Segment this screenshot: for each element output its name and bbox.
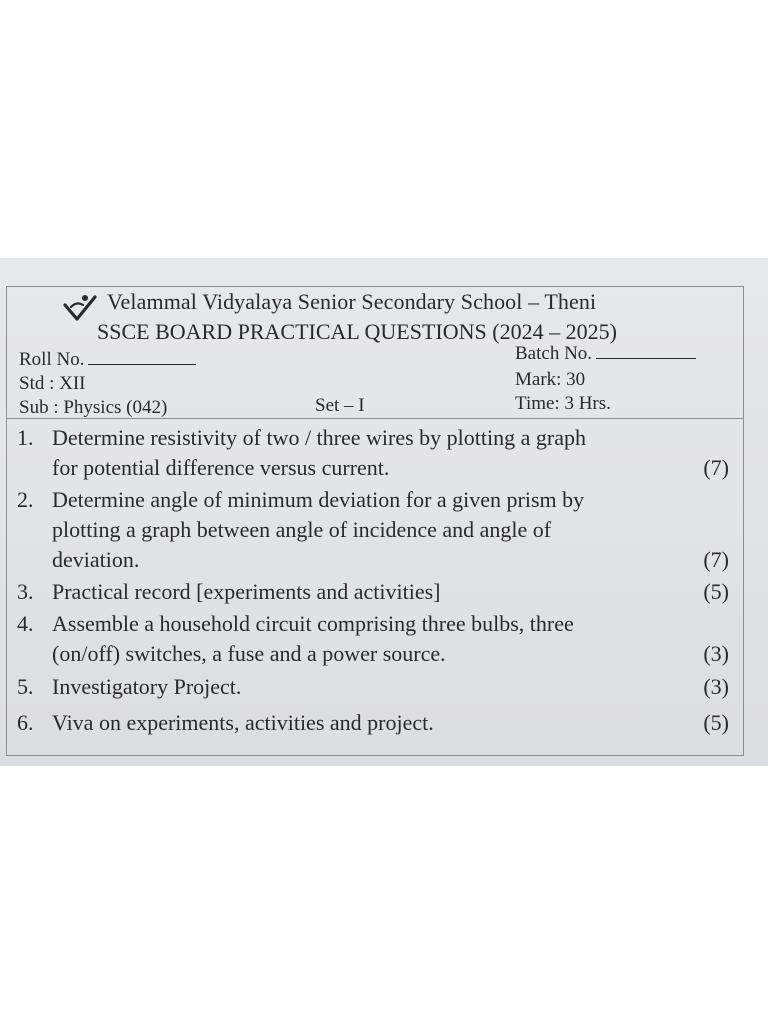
question-paper xyxy=(6,286,744,756)
question-text: (on/off) switches, a fuse and a power source. xyxy=(52,641,446,666)
question-text: plotting a graph between angle of incidence and angle of xyxy=(52,517,552,542)
question-marks: (7) xyxy=(703,455,729,480)
question-text: Determine resistivity of two / three wires by plotting a graph xyxy=(52,425,586,450)
question-number: 5. xyxy=(17,674,34,699)
question-text: Determine angle of minimum deviation for a given prism by xyxy=(52,487,585,512)
exam-title: SSCE BOARD PRACTICAL QUESTIONS (2024 – 2025) xyxy=(97,319,617,344)
set-label: Set – I xyxy=(315,395,365,416)
question-number: 2. xyxy=(17,487,34,512)
question-text: for potential difference versus current. xyxy=(52,455,390,480)
time-label: Time: 3 Hrs. xyxy=(515,393,611,414)
roll-blank xyxy=(88,362,196,365)
question-text: Viva on experiments, activities and project. xyxy=(52,710,434,735)
question-text: Assemble a household circuit comprising three bulbs, three xyxy=(52,611,574,636)
question-marks: (5) xyxy=(703,710,729,735)
std-label: Std : XII xyxy=(19,373,86,394)
batch-number-field xyxy=(515,343,696,365)
question-number: 1. xyxy=(17,425,34,450)
subject-label: Sub : Physics (042) xyxy=(19,397,168,418)
question-text: Investigatory Project. xyxy=(52,674,242,699)
roll-number-field xyxy=(19,349,196,371)
question-number: 6. xyxy=(17,710,34,735)
question-number: 4. xyxy=(17,611,34,636)
question-text: deviation. xyxy=(52,547,140,572)
batch-label: Batch No. xyxy=(515,343,593,364)
mark-label: Mark: 30 xyxy=(515,369,586,390)
school-name: Velammal Vidyalaya Senior Secondary School – Theni xyxy=(107,289,597,314)
school-logo-icon xyxy=(63,293,97,323)
question-number: 3. xyxy=(17,579,34,604)
question-marks: (3) xyxy=(703,674,729,699)
question-marks: (7) xyxy=(703,547,729,572)
question-marks: (5) xyxy=(703,579,729,604)
batch-blank xyxy=(596,356,696,359)
paper-header xyxy=(7,287,743,419)
question-text: Practical record [experiments and activities] xyxy=(52,579,441,604)
roll-label: Roll No. xyxy=(19,349,85,370)
question-marks: (3) xyxy=(703,641,729,666)
